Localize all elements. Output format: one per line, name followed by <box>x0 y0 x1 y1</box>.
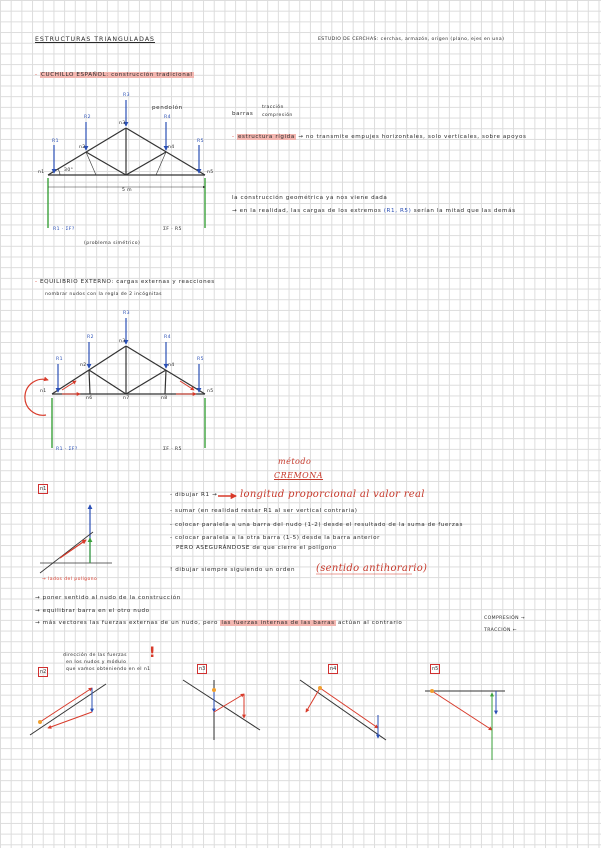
truss1-label-end-right: R5 <box>197 139 204 144</box>
section1-title: - CUCHILLO ESPAÑOL: construcción tradicional <box>35 72 193 78</box>
truss2-label-top: R3 <box>123 311 130 316</box>
truss1-node-n3: n3 <box>119 121 126 126</box>
direction-note-2: en los nudos y módulo <box>66 660 127 665</box>
truss1-node-n5: n5 <box>207 170 214 175</box>
truss1-label-top: R3 <box>123 93 130 98</box>
truss2-node-n5: n5 <box>207 389 214 394</box>
truss1-span: 5 m <box>122 188 133 193</box>
compresion-arrow-label: COMPRESIÓN → <box>484 616 526 621</box>
step-3: - colocar paralela a una barra del nudo (1-2) desde el resultado de la suma de fuerzas <box>170 522 463 528</box>
method-title-1: método <box>278 457 312 466</box>
truss1-left-sum: R1 · ΣF? <box>53 227 75 232</box>
truss1-right-sum: ΣF · R5 <box>163 227 182 232</box>
truss-2 <box>52 346 205 394</box>
estructura-rigida-note: - estructura rígida → no transmite empujes horizontales, solo verticales, sobre apoyos <box>232 134 527 140</box>
truss-2-loads <box>58 318 199 392</box>
section2-subtitle: nombrar nudos con la regla de 2 incógnitas <box>45 292 162 297</box>
truss2-label-left: R2 <box>87 335 94 340</box>
truss1-label-left: R2 <box>84 115 91 120</box>
direction-note-3: que vamos obteniendo en el n1 <box>66 667 151 672</box>
diagram-n4 <box>300 680 386 740</box>
step-2: - sumar (en realidad restar R1 al ser vertical contraria) <box>170 508 358 514</box>
truss2-node-n8: n8 <box>161 396 168 401</box>
diagram-label-n4: n4 <box>330 666 337 672</box>
step-1: - dibujar R1 → <box>170 492 218 498</box>
compresion-label: compresión <box>262 113 293 118</box>
diagram-label-n2: n2 <box>40 669 47 675</box>
section2-title: - EQUILIBRIO EXTERNO: cargas externas y reacciones <box>35 279 215 285</box>
step-6-emphasis: (sentido antihorario) <box>316 563 428 574</box>
step-6: ! dibujar siempre siguiendo un orden <box>170 567 296 573</box>
truss2-node-n3: n3 <box>119 339 126 344</box>
pendolon-label: pendolón <box>152 105 183 111</box>
note-cargas: → en la realidad, las cargas de los extremos (R1, R5) serían la mitad que las demás <box>232 208 516 214</box>
traccion-label: tracción <box>262 105 284 110</box>
symmetric-note: (problema simétrico) <box>84 241 141 246</box>
diagram-label-n3: n3 <box>199 666 206 672</box>
note-3: → más vectores las fuerzas externas de un nudo, pero las fuerzas internas de las barras actúan al contrario <box>35 620 403 626</box>
truss2-node-n7: n7 <box>123 396 130 401</box>
truss2-node-n6: n6 <box>86 396 93 401</box>
page-title: ESTRUCTURAS TRIANGULADAS <box>35 36 155 43</box>
truss-2-reactions <box>52 398 205 448</box>
truss2-node-n2: n2 <box>80 363 87 368</box>
truss1-node-n4: n4 <box>168 145 175 150</box>
rotation-arrow <box>25 379 48 415</box>
diagram-n2 <box>30 684 106 735</box>
step-5: PERO ASEGURÁNDOSE de que cierre el polígono <box>176 545 337 551</box>
truss2-node-n1: n1 <box>40 389 47 394</box>
step-4: - colocar paralela a la otra barra (1-5) desde la barra anterior <box>170 535 381 541</box>
barras-label: barras <box>232 111 254 117</box>
note-1: → poner sentido al nudo de la construcción <box>35 595 181 601</box>
polygon-label: → lados del polígono <box>42 577 98 582</box>
truss2-label-end-right: R5 <box>197 357 204 362</box>
n1-box: n1 <box>40 486 47 492</box>
note-2: → equilibrar barra en el otro nudo <box>35 608 150 614</box>
diagram-label-n5: n5 <box>432 666 439 672</box>
method-title-2: CREMONA <box>274 471 324 480</box>
truss1-node-n1: n1 <box>38 170 45 175</box>
exclamation-mark: ! <box>149 645 156 661</box>
truss-1-reactions <box>48 178 205 228</box>
direction-note-1: dirección de las fuerzas <box>63 653 127 658</box>
traccion-arrow-label: TRACCIÓN ← <box>484 628 518 633</box>
truss1-label-end-left: R1 <box>52 139 59 144</box>
truss1-label-right: R4 <box>164 115 171 120</box>
page-subtitle: ESTUDIO DE CERCHAS: cerchas, armazón, origen (plano, ejes en una) <box>318 37 505 42</box>
truss2-label-end-left: R1 <box>56 357 63 362</box>
truss2-right-sum: ΣF · R5 <box>163 447 182 452</box>
truss2-label-right: R4 <box>164 335 171 340</box>
truss2-left-sum: R1 · ΣF? <box>56 447 78 452</box>
note-geometry: la construcción geométrica ya nos viene dada <box>232 195 388 201</box>
truss2-node-n4: n4 <box>168 363 175 368</box>
step-1-emphasis: longitud proporcional al valor real <box>240 489 425 500</box>
truss1-node-n2: n2 <box>79 145 86 150</box>
diagram-n3 <box>183 680 260 740</box>
cremona-n1 <box>40 505 112 573</box>
truss1-angle: 30° <box>64 168 74 173</box>
diagram-n5 <box>425 689 505 760</box>
